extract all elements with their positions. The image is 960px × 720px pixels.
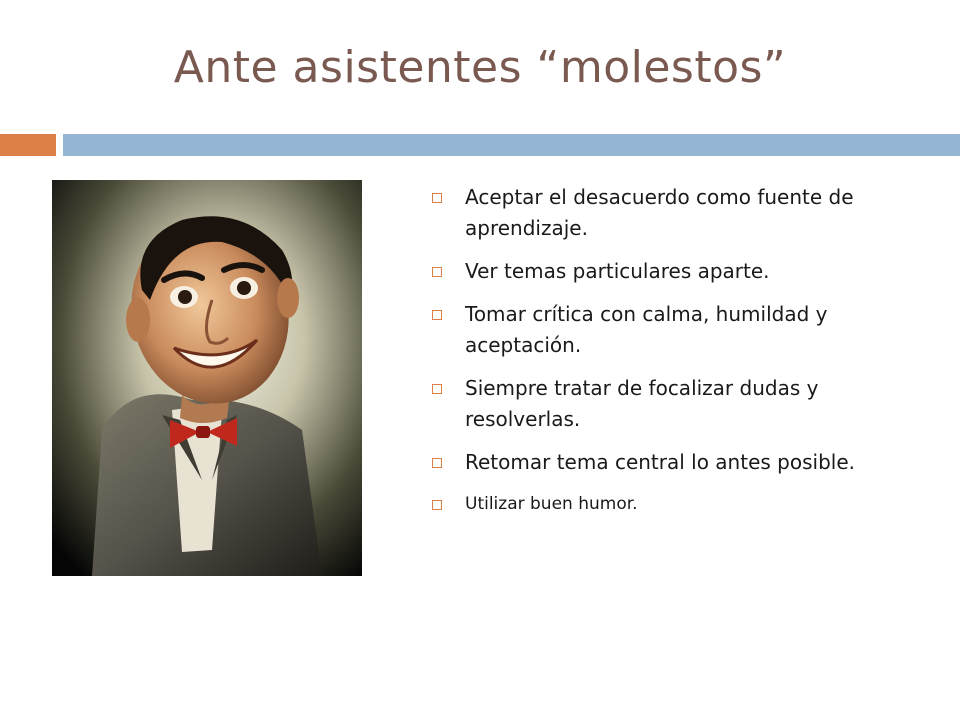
square-bullet-icon [432,458,442,468]
bullet-item [432,373,892,435]
bullet-text: Utilizar buen humor. [465,494,638,514]
square-bullet-icon [432,267,442,277]
accent-bar-blue [63,134,960,156]
bullet-text: Siempre tratar de focalizar dudas y resolverlas. [465,376,819,431]
square-bullet-icon [432,384,442,394]
bullet-text: Tomar crítica con calma, humildad y aceptación. [465,302,828,357]
accent-bar-orange [0,134,56,156]
bullet-item [432,299,892,361]
bullet-list [432,182,892,530]
bullet-item [432,447,892,478]
man-photo [52,180,362,576]
bullet-text: Retomar tema central lo antes posible. [465,450,855,474]
bullet-text: Ver temas particulares aparte. [465,259,770,283]
bullet-item [432,256,892,287]
square-bullet-icon [432,500,442,510]
bullet-item [432,182,892,244]
bullet-text: Aceptar el desacuerdo como fuente de aprendizaje. [465,185,854,240]
bullet-item [432,490,892,518]
square-bullet-icon [432,193,442,203]
slide-title: Ante asistentes “molestos” [173,42,787,93]
square-bullet-icon [432,310,442,320]
